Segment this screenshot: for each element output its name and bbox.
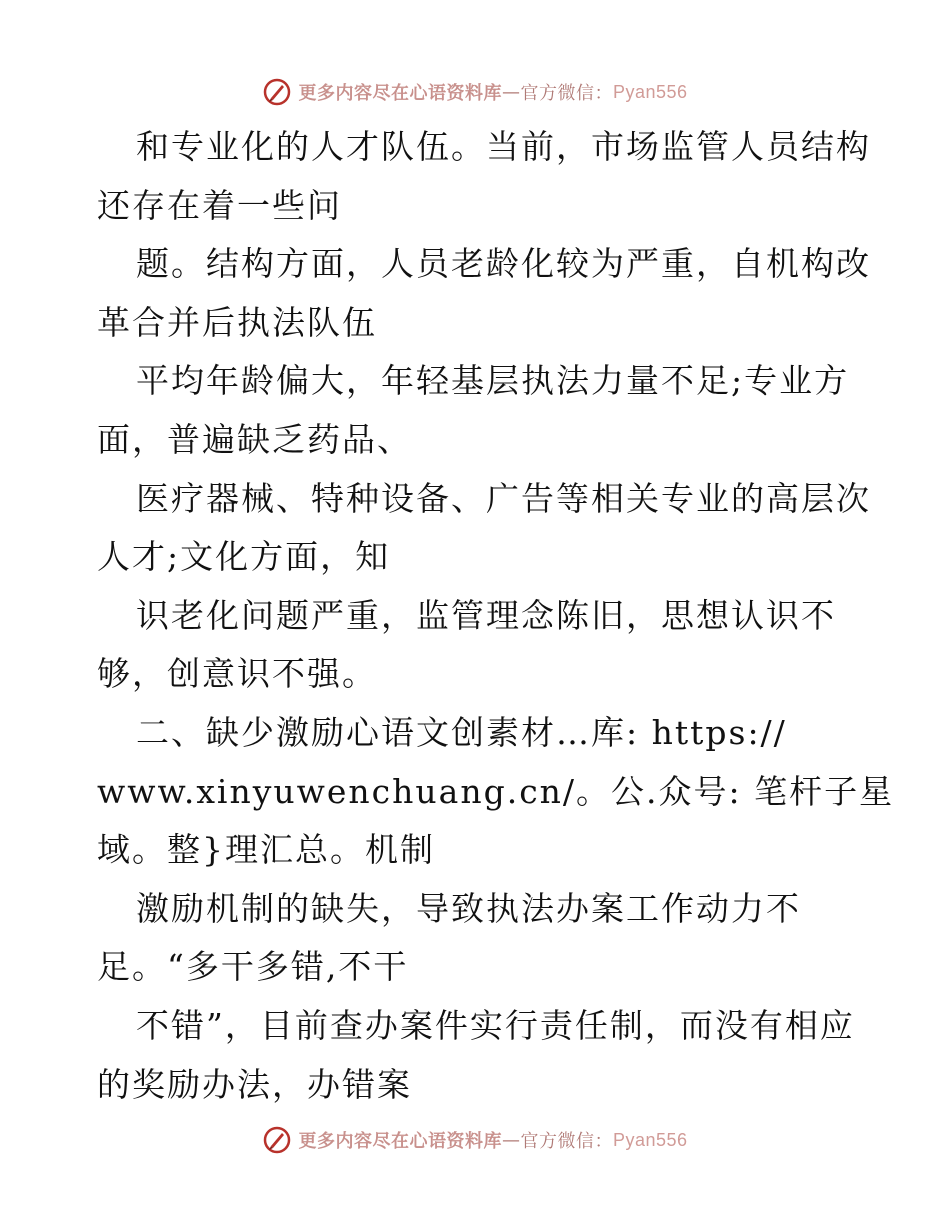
watermark-wechat-id: Pyan556 [612,1129,688,1150]
text-line: 人才;文化方面，知 [97,537,391,577]
text-line: 识老化问题严重，监管理念陈旧，思想认识不 [136,595,836,635]
text-line: 面，普遍缺乏药品、 [97,419,412,459]
header-watermark [0,70,950,114]
text-line: 够，创意识不强。 [97,654,377,694]
text-line: 不错”，目前查办案件实行责任制，而没有相应 [136,1005,855,1045]
document-body [97,118,895,1114]
footer-watermark [0,1118,950,1162]
quill-logo-icon [262,1125,292,1155]
text-line: 医疗器械、特种设备、广告等相关专业的高层次 [136,478,871,518]
watermark-separator: — [501,1129,521,1151]
watermark-main-text: 更多内容尽在心语资料库 [298,1131,502,1152]
watermark-wechat-label: 官方微信： [520,1131,613,1152]
text-line: 题。结构方面，人员老龄化较为严重，自机构改 [136,244,871,284]
text-line: 域。整}理汇总。机制 [97,830,435,870]
text-line: www.xinyuwenchuang.cn/。公.众号: 笔杆子星 [97,771,895,811]
text-line: 还存在着一些问 [97,185,342,225]
section-heading-line: 二、缺少激励心语文创素材…库: https:// [136,712,787,752]
text-line: 和专业化的人才队伍。当前，市场监管人员结构 [136,127,871,166]
watermark-wechat-label: 官方微信： [520,83,613,104]
text-line: 的奖励办法，办错案 [97,1064,412,1104]
text-line: 激励机制的缺失，导致执法办案工作动力不 [136,888,801,928]
text-line: 革合并后执法队伍 [97,302,377,342]
text-line: 平均年龄偏大，年轻基层执法力量不足;专业方 [136,361,850,401]
quill-logo-icon [262,77,292,107]
text-line: 足。“多干多错,不干 [97,947,409,987]
watermark-separator: — [501,81,521,103]
watermark-main-text: 更多内容尽在心语资料库 [298,83,502,104]
watermark-wechat-id: Pyan556 [612,81,688,102]
